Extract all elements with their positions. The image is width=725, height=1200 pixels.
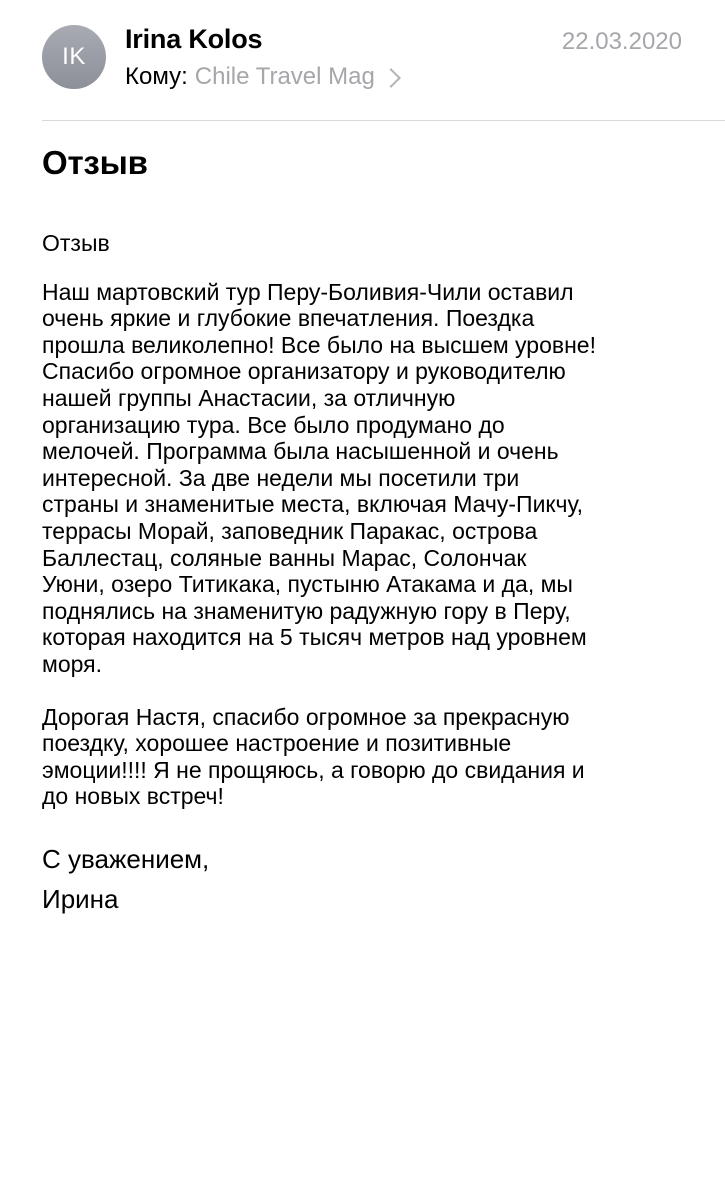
body-line: до новых встреч! xyxy=(42,783,224,810)
signature-name: Ирина xyxy=(42,884,119,914)
body-line: Уюни, озеро Титикака, пустыню Атакама и да, мы xyxy=(42,571,573,598)
body-line: которая находится на 5 тысяч метров над уровнем xyxy=(42,624,587,651)
body-line: нашей группы Анастасии, за отличную xyxy=(42,384,456,411)
body-line: террасы Морай, заповедник Паракас, острова xyxy=(42,517,538,544)
message-header xyxy=(0,0,725,122)
chevron-right-icon[interactable] xyxy=(381,68,401,88)
message-subject: Отзыв xyxy=(42,144,148,181)
body-line: поездку, хорошее настроение и позитивные xyxy=(42,730,512,757)
body-line: Спасибо огромное организатору и руководителю xyxy=(42,358,566,385)
message-greeting: Отзыв xyxy=(42,230,110,256)
message-signoff xyxy=(42,839,209,919)
message-paragraph-1 xyxy=(42,279,692,678)
message-body xyxy=(42,230,692,832)
message-date: 22.03.2020 xyxy=(561,28,682,55)
body-line: прошла великолепно! Все было на высшем уровне! xyxy=(42,331,596,358)
message-paragraph-2 xyxy=(42,704,692,810)
body-line: Баллестац, соляные ванны Марас, Солончак xyxy=(42,544,527,571)
closing-text: С уважением, xyxy=(42,844,210,874)
body-line: Наш мартовский тур Перу-Боливия-Чили оставил xyxy=(42,278,574,305)
to-label: Кому: xyxy=(125,63,188,90)
body-line: Дорогая Настя, спасибо огромное за прекрасную xyxy=(42,703,570,730)
body-line: страны и знаменитые места, включая Мачу-Пикчу, xyxy=(42,491,584,518)
body-line: очень яркие и глубокие впечатления. Поездка xyxy=(42,305,535,332)
recipient-name[interactable]: Chile Travel Mag xyxy=(194,63,375,90)
recipient-row[interactable] xyxy=(125,63,398,91)
body-line: мелочей. Программа была насышенной и очень xyxy=(42,438,559,465)
sender-name[interactable]: Irina Kolos xyxy=(125,24,263,54)
body-line: моря. xyxy=(42,650,102,677)
body-line: организацию тура. Все было продумано до xyxy=(42,411,505,438)
body-line: интересной. За две недели мы посетили три xyxy=(42,464,520,491)
avatar[interactable]: IK xyxy=(42,25,106,89)
header-divider xyxy=(42,120,725,121)
body-line: поднялись на знаменитую радужную гору в Перу, xyxy=(42,597,571,624)
body-line: эмоции!!!! Я не прощяюсь, а говорю до свидания и xyxy=(42,756,585,783)
